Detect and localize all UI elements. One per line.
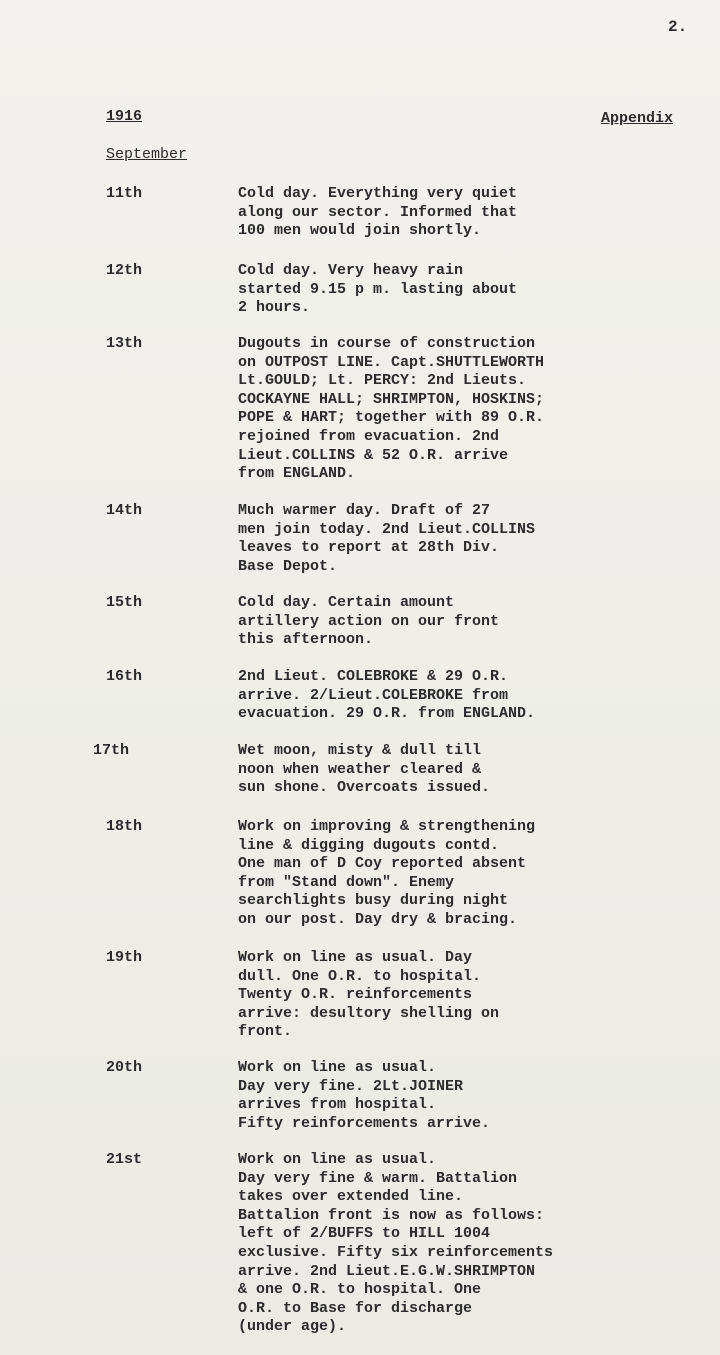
- entry-line: on our post. Day dry & bracing.: [238, 910, 518, 928]
- entry-text: [238, 1059, 708, 1133]
- entry-text: [238, 668, 708, 724]
- entry-line: Cold day. Very heavy rain: [238, 262, 464, 279]
- entry-text: [238, 185, 708, 241]
- appendix-heading: Appendix: [601, 110, 674, 127]
- entry-line: searchlights busy during night: [238, 892, 509, 910]
- entry-date: 20th: [106, 1059, 143, 1076]
- entry-line: O.R. to Base for discharge: [238, 1299, 473, 1317]
- entry-line: started 9.15 p m. lasting about: [238, 280, 518, 298]
- entry-line: exclusive. Fifty six reinforcements: [238, 1243, 554, 1261]
- entry-text: [238, 262, 708, 318]
- entry-line: Cold day. Everything very quiet: [238, 185, 518, 202]
- entry-line: Fifty reinforcements arrive.: [238, 1114, 491, 1132]
- entry-line: noon when weather cleared &: [238, 760, 482, 778]
- entry-date: 17th: [93, 742, 130, 759]
- entry-date: 19th: [106, 949, 143, 966]
- entry-date: 13th: [106, 335, 143, 352]
- entry-line: Dugouts in course of construction: [238, 335, 536, 352]
- entry-date: 16th: [106, 668, 143, 685]
- entry-line: 100 men would join shortly.: [238, 222, 482, 240]
- entry-line: 2 hours.: [238, 299, 311, 317]
- entry-text: [238, 949, 708, 1042]
- entry-line: Lt.GOULD; Lt. PERCY: 2nd Lieuts.: [238, 372, 527, 390]
- entry-line: this afternoon.: [238, 631, 374, 649]
- entry-date: 11th: [106, 185, 143, 202]
- entry-line: Base Depot.: [238, 557, 338, 575]
- entry-text: [238, 594, 708, 650]
- entry-text: [238, 335, 708, 484]
- entry-line: sun shone. Overcoats issued.: [238, 779, 491, 797]
- entry-line: Cold day. Certain amount: [238, 594, 455, 611]
- entry-line: arrive: desultory shelling on: [238, 1004, 500, 1022]
- entry-line: Work on improving & strengthening: [238, 818, 536, 835]
- entry-date: 15th: [106, 594, 143, 611]
- entry-line: along our sector. Informed that: [238, 203, 518, 221]
- entry-line: Work on line as usual.: [238, 1059, 437, 1076]
- entry-text: [238, 502, 708, 576]
- entry-line: arrives from hospital.: [238, 1096, 437, 1114]
- entry-line: leaves to report at 28th Div.: [238, 539, 500, 557]
- entry-line: Battalion front is now as follows:: [238, 1206, 545, 1224]
- entry-line: Twenty O.R. reinforcements: [238, 986, 473, 1004]
- entry-line: men join today. 2nd Lieut.COLLINS: [238, 520, 536, 538]
- entry-line: Wet moon, misty & dull till: [238, 742, 482, 759]
- entry-text: [238, 818, 708, 930]
- entry-date: 21st: [106, 1151, 143, 1168]
- entry-line: line & digging dugouts contd.: [238, 836, 500, 854]
- entry-line: Day very fine & warm. Battalion: [238, 1169, 518, 1187]
- entry-line: (under age).: [238, 1318, 347, 1336]
- entry-line: Work on line as usual.: [238, 1151, 437, 1168]
- entry-line: Much warmer day. Draft of 27: [238, 502, 491, 519]
- entry-line: evacuation. 29 O.R. from ENGLAND.: [238, 705, 536, 723]
- entry-date: 18th: [106, 818, 143, 835]
- entry-line: One man of D Coy reported absent: [238, 855, 527, 873]
- entry-line: arrive. 2/Lieut.COLEBROKE from: [238, 686, 509, 704]
- entry-line: dull. One O.R. to hospital.: [238, 967, 482, 985]
- entry-text: [238, 1151, 708, 1337]
- entry-line: from "Stand down". Enemy: [238, 873, 455, 891]
- entry-line: arrive. 2nd Lieut.E.G.W.SHRIMPTON: [238, 1262, 536, 1280]
- entry-line: POPE & HART; together with 89 O.R.: [238, 409, 545, 427]
- entry-line: Day very fine. 2Lt.JOINER: [238, 1077, 464, 1095]
- page-number: 2.: [668, 18, 688, 36]
- entry-line: Work on line as usual. Day: [238, 949, 473, 966]
- entry-text: [238, 742, 708, 798]
- entry-line: from ENGLAND.: [238, 465, 356, 483]
- entry-line: front.: [238, 1023, 293, 1041]
- month-heading: September: [106, 146, 188, 163]
- entry-date: 12th: [106, 262, 143, 279]
- entry-line: artillery action on our front: [238, 612, 500, 630]
- entry-line: 2nd Lieut. COLEBROKE & 29 O.R.: [238, 668, 509, 685]
- entry-line: takes over extended line.: [238, 1188, 464, 1206]
- entry-date: 14th: [106, 502, 143, 519]
- entry-line: & one O.R. to hospital. One: [238, 1281, 482, 1299]
- entry-line: on OUTPOST LINE. Capt.SHUTTLEWORTH: [238, 353, 545, 371]
- entry-line: rejoined from evacuation. 2nd: [238, 427, 500, 445]
- entry-line: left of 2/BUFFS to HILL 1004: [238, 1225, 491, 1243]
- year-heading: 1916: [106, 108, 143, 125]
- entry-line: COCKAYNE HALL; SHRIMPTON, HOSKINS;: [238, 390, 545, 408]
- entry-line: Lieut.COLLINS & 52 O.R. arrive: [238, 446, 509, 464]
